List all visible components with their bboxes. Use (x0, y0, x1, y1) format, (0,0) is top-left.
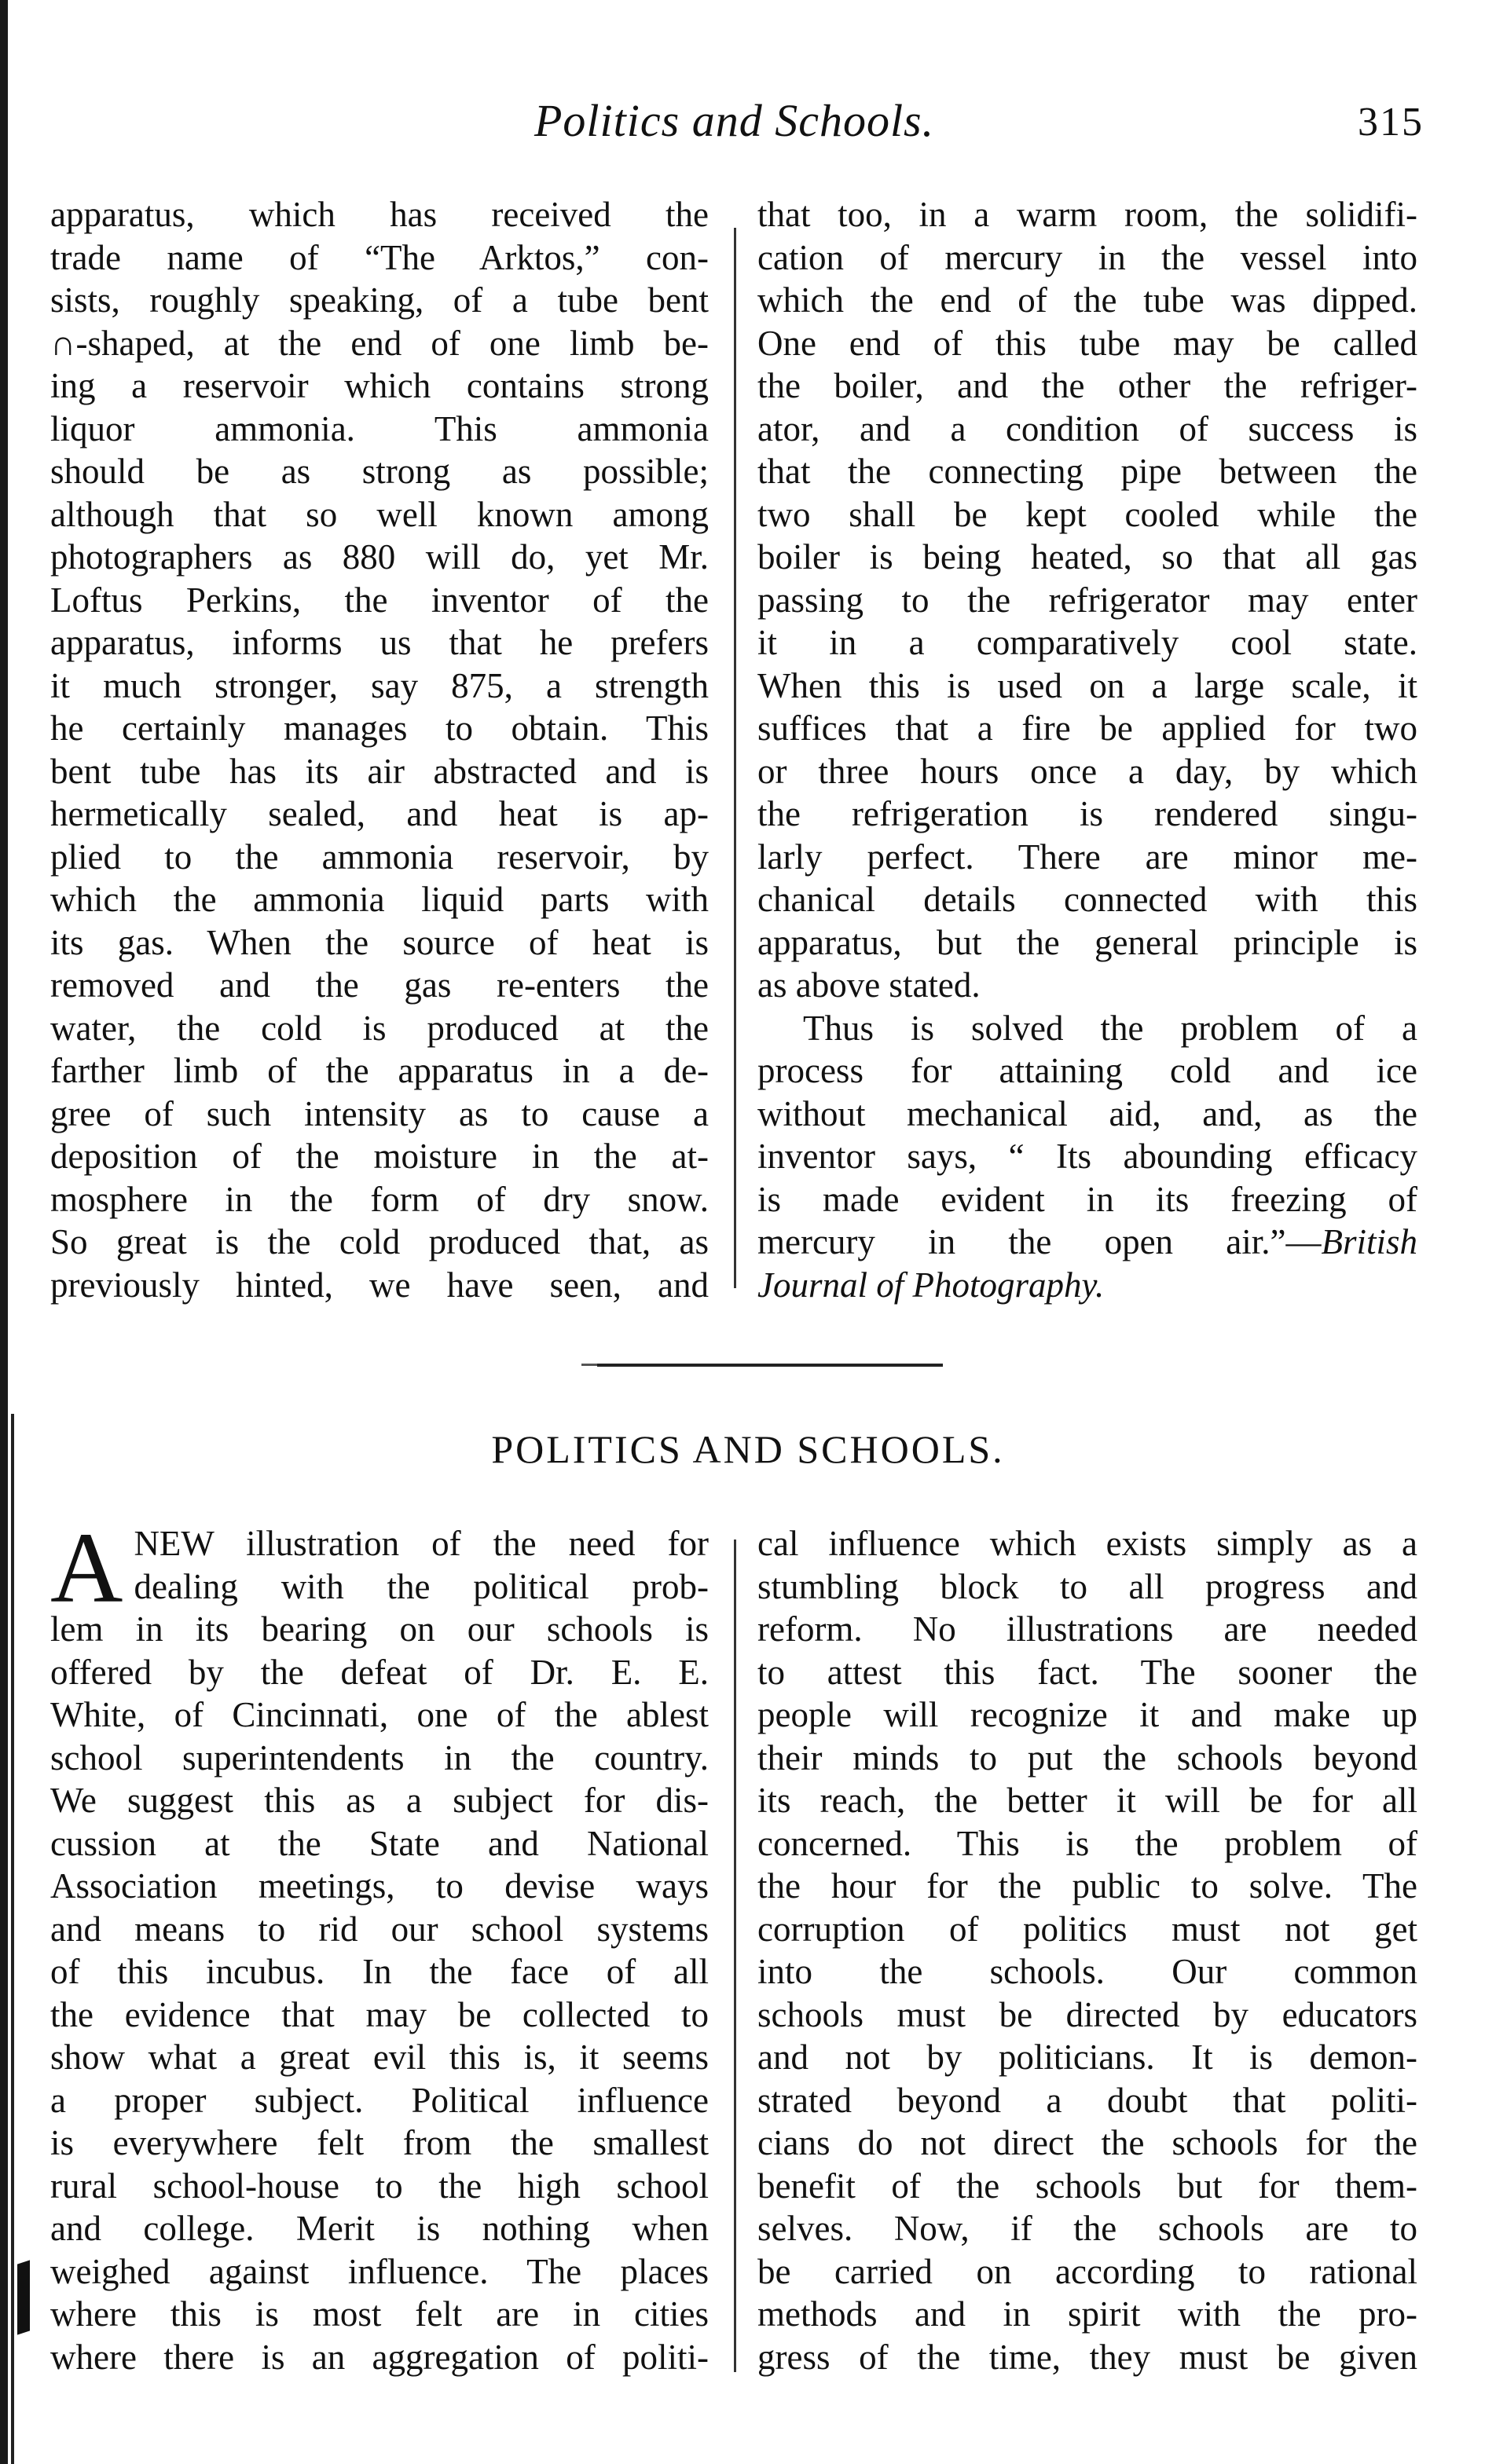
text-line: it much stronger, say 875, a strength (50, 665, 709, 705)
text-line: dealing with the political prob- (134, 1566, 709, 1606)
text-line (757, 1221, 1417, 1264)
text-line: where there is an aggregation of politi- (50, 2337, 709, 2377)
text-line: the boiler, and the other the refriger- (757, 366, 1417, 405)
text-line: should be as strong as possible; (50, 452, 709, 491)
text-line: its gas. When the source of heat is (50, 922, 709, 962)
text-line: gress of the time, they must be given (757, 2337, 1417, 2377)
text-line: show what a great evil this is, it seems (50, 2037, 709, 2077)
text-line: stumbling block to all progress and (757, 1566, 1417, 1606)
text-line: suffices that a fire be applied for two (757, 708, 1417, 748)
text-line: their minds to put the schools beyond (757, 1737, 1417, 1778)
text-line: into the schools. Our common (757, 1952, 1417, 1991)
article1-left-column (50, 193, 709, 1306)
text-line: cians do not direct the schools for the (757, 2123, 1417, 2162)
text-line: apparatus, informs us that he prefers (50, 623, 709, 662)
text-line: which the end of the tube was dipped. (757, 280, 1417, 320)
text-line: selves. Now, if the schools are to (757, 2209, 1417, 2248)
text-line: people will recognize it and make up (757, 1695, 1417, 1734)
text-line: methods and in spirit with the pro- (757, 2294, 1417, 2334)
text-line: rural school-house to the high school (50, 2166, 709, 2206)
section-rule (597, 1364, 943, 1367)
text-line: concerned. This is the problem of (757, 1823, 1417, 1863)
text-line: mosphere in the form of dry snow. (50, 1179, 709, 1219)
text-line: ing a reservoir which contains strong (50, 366, 709, 405)
text-line: corruption of politics must not get (757, 1909, 1417, 1949)
text-line: Loftus Perkins, the inventor of the (50, 580, 709, 620)
text-line: schools must be directed by educators (757, 1994, 1417, 2034)
text-line: where this is most felt are in cities (50, 2294, 709, 2334)
page-edge-shadow (0, 0, 8, 2464)
text-line: the hour for the public to solve. The (757, 1866, 1417, 1906)
column-divider (734, 228, 736, 1288)
text-line: a proper subject. Political influence (50, 2080, 709, 2120)
text-line: gree of such intensity as to cause a (50, 1093, 709, 1133)
column-divider (734, 1540, 736, 2372)
text-line: hermetically sealed, and heat is ap- (50, 794, 709, 833)
text-line: farther limb of the apparatus in a de- (50, 1051, 709, 1090)
text-line: photographers as 880 will do, yet Mr. (50, 537, 709, 577)
text-line: is made evident in its freezing of (757, 1179, 1417, 1219)
text-line: is everywhere felt from the smallest (50, 2123, 709, 2162)
text-line: bent tube has its air abstracted and is (50, 751, 709, 791)
text-line: that too, in a warm room, the solidifi- (757, 195, 1417, 234)
text-line: plied to the ammonia reservoir, by (50, 837, 709, 877)
text-line: process for attaining cold and ice (757, 1051, 1417, 1090)
text-line: We suggest this as a subject for dis- (50, 1781, 709, 1820)
text-line: be carried on according to rational (757, 2251, 1417, 2291)
text-line: removed and the gas re-enters the (50, 965, 709, 1005)
text-line: benefit of the schools but for them- (757, 2166, 1417, 2206)
text-line: without mechanical aid, and, as the (757, 1093, 1417, 1133)
text-line: previously hinted, we have seen, and (50, 1265, 709, 1305)
article2-left-column (50, 1512, 709, 2378)
text-line: NEW illustration of the need for (134, 1524, 709, 1563)
text-line: sists, roughly speaking, of a tube bent (50, 280, 709, 320)
text-line: apparatus, but the general principle is (757, 922, 1417, 962)
source-italic: British (1321, 1222, 1417, 1261)
source-citation: Journal of Photography. (757, 1265, 1105, 1305)
text-line: that the connecting pipe between the (757, 452, 1417, 491)
running-title: Politics and Schools. (534, 95, 935, 146)
article1-right-column (757, 193, 1417, 1306)
text-line: its reach, the better it will be for all (757, 1781, 1417, 1820)
text-line: White, of Cincinnati, one of the ablest (50, 1695, 709, 1734)
article2-right-column (757, 1522, 1417, 2378)
drop-cap: A (50, 1512, 123, 1624)
page-edge-mark (17, 2260, 30, 2334)
text-line: water, the cold is produced at the (50, 1008, 709, 1048)
section-heading: POLITICS AND SCHOOLS. (491, 1427, 1005, 1471)
text-line: to attest this fact. The sooner the (757, 1652, 1417, 1692)
text-line: When this is used on a large scale, it (757, 665, 1417, 705)
text-line: offered by the defeat of Dr. E. E. (50, 1652, 709, 1692)
text-line: of this incubus. In the face of all (50, 1952, 709, 1991)
text-line: chanical details connected with this (757, 880, 1417, 919)
text-line: or three hours once a day, by which (757, 751, 1417, 791)
text-line: Thus is solved the problem of a (803, 1008, 1417, 1048)
text-line: it in a comparatively cool state. (757, 623, 1417, 662)
closing-quote-text: mercury in the open air.”— (757, 1222, 1322, 1261)
text-line: deposition of the moisture in the at- (50, 1137, 709, 1176)
text-line: ∩-shaped, at the end of one limb be- (50, 323, 709, 363)
text-line: trade name of “The Arktos,” con- (50, 237, 709, 277)
text-line: apparatus, which has received the (50, 195, 709, 234)
text-line: cussion at the State and National (50, 1823, 709, 1863)
text-line: liquor ammonia. This ammonia (50, 408, 709, 448)
text-line: the refrigeration is rendered singu- (757, 794, 1417, 833)
text-line: and college. Merit is nothing when (50, 2209, 709, 2248)
text-line: and not by politicians. It is demon- (757, 2037, 1417, 2077)
text-line: larly perfect. There are minor me- (757, 837, 1417, 877)
text-line: he certainly manages to obtain. This (50, 708, 709, 748)
section-rule-dash (581, 1364, 597, 1366)
text-line: ator, and a condition of success is (757, 408, 1417, 448)
text-line: as above stated. (757, 965, 981, 1005)
page-number: 315 (1358, 100, 1424, 145)
text-line: although that so well known among (50, 494, 709, 534)
text-line: strated beyond a doubt that politi- (757, 2080, 1417, 2120)
text-line: the evidence that may be collected to (50, 1994, 709, 2034)
text-line: passing to the refrigerator may enter (757, 580, 1417, 620)
text-line: boiler is being heated, so that all gas (757, 537, 1417, 577)
text-line: reform. No illustrations are needed (757, 1609, 1417, 1649)
text-line: inventor says, “ Its abounding efficacy (757, 1137, 1417, 1176)
text-line: which the ammonia liquid parts with (50, 880, 709, 919)
page-edge-line (11, 1414, 14, 2464)
text-line: weighed against influence. The places (50, 2251, 709, 2291)
text-line: cal influence which exists simply as a (757, 1524, 1417, 1563)
text-line: lem in its bearing on our schools is (50, 1609, 709, 1649)
text-line: cation of mercury in the vessel into (757, 237, 1417, 277)
text-line: school superintendents in the country. (50, 1737, 709, 1778)
text-line: two shall be kept cooled while the (757, 494, 1417, 534)
text-line: and means to rid our school systems (50, 1909, 709, 1949)
text-line: So great is the cold produced that, as (50, 1222, 709, 1261)
text-line: One end of this tube may be called (757, 323, 1417, 363)
running-head (0, 94, 1496, 165)
text-line: Association meetings, to devise ways (50, 1866, 709, 1906)
